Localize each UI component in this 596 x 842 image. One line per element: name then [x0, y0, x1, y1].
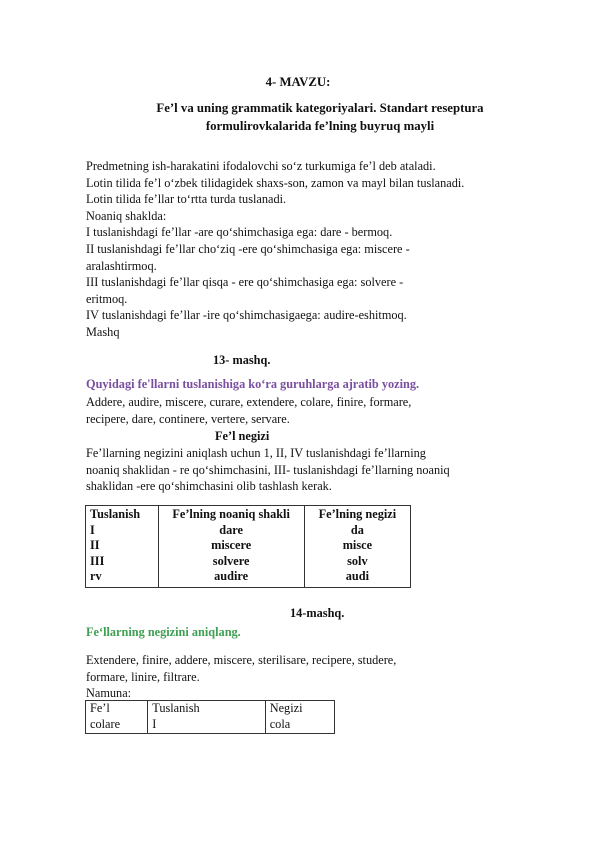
- intro-line: eritmoq.: [86, 291, 128, 306]
- exercise-13-words: [86, 394, 546, 427]
- lesson-subtitle-line-2: formulirovkalarida fe’lning buyruq mayli: [205, 119, 435, 133]
- exercise-14-task: Fe‘llarning negizini aniqlang.: [86, 625, 241, 639]
- verb-stem-title: Fe’l negizi: [215, 429, 270, 443]
- rule-line: noaniq shaklidan - re qo‘shimchasini, III- tuslanishdagi fe’llarning noaniq: [86, 462, 450, 477]
- sample-cell-stem: Negizi cola: [265, 701, 334, 734]
- sample-table: [85, 700, 335, 734]
- intro-line: Mashq: [86, 324, 120, 339]
- intro-paragraph: [86, 158, 546, 341]
- intro-line: Noaniq shaklda:: [86, 208, 167, 223]
- exercise-13-title: 13- mashq.: [213, 353, 271, 367]
- table-row: [86, 506, 411, 588]
- words-line: recipere, dare, continere, vertere, servare.: [86, 411, 290, 426]
- intro-line: Lotin tilida fe’llar to‘rtta turda tuslanadi.: [86, 192, 287, 207]
- table-cell-infinitive: Fe’lning noaniq shakli dare miscere solvere audire: [158, 506, 304, 588]
- intro-line: IV tuslanishdagi fe’llar -ire qo‘shimchasigaega: audire-eshitmoq.: [86, 308, 407, 323]
- rule-line: shaklidan -ere qo‘shimchasini olib tashlash kerak.: [86, 479, 332, 494]
- table-row: [86, 701, 335, 734]
- intro-line: Predmetning ish-harakatini ifodalovchi so‘z turkumiga fe’l deb ataladi.: [86, 159, 436, 173]
- intro-line: Lotin tilida fe’l o‘zbek tilidagidek shaxs-son, zamon va mayl bilan tuslanadi.: [86, 175, 465, 190]
- intro-line: III tuslanishdagi fe’llar qisqa - ere qo‘shimchasiga ega: solvere -: [86, 275, 404, 290]
- words-line: Addere, audire, miscere, curare, extendere, colare, finire, formare,: [86, 395, 412, 409]
- verb-stem-rule: [86, 445, 546, 495]
- words-line: Extendere, finire, addere, miscere, sterilisare, recipere, studere,: [86, 653, 397, 667]
- lesson-subtitle-line-1: Fe’l va uning grammatik kategoriyalari. Standart reseptura: [156, 101, 484, 115]
- exercise-13-task: Quyidagi fe'llarni tuslanishiga ko‘ra guruhlarga ajratib yozing.: [86, 377, 420, 391]
- sample-label: Namuna:: [86, 686, 132, 701]
- table-cell-stem: Fe’lning negizi da misce solv audi: [304, 506, 410, 588]
- table-cell-conjugation: Tuslanish I II III rv: [86, 506, 159, 588]
- words-line: formare, linire, filtrare.: [86, 669, 200, 684]
- exercise-14-title: 14-mashq.: [290, 606, 345, 620]
- lesson-title: 4- MAVZU:: [265, 75, 331, 89]
- intro-line: aralashtirmoq.: [86, 258, 157, 273]
- sample-cell-conjugation: Tuslanish I: [148, 701, 265, 734]
- rule-line: Fe’llarning negizini aniqlash uchun 1, II, IV tuslanishdagi fe’llarning: [86, 446, 426, 460]
- exercise-14-words: [86, 652, 546, 702]
- sample-cell-verb: Fe’l colare: [86, 701, 148, 734]
- conjugation-table: [85, 505, 411, 588]
- intro-line: I tuslanishdagi fe’llar -are qo‘shimchasiga ega: dare - bermoq.: [86, 225, 393, 240]
- intro-line: II tuslanishdagi fe’llar cho‘ziq -ere qo‘shimchasiga ega: miscere -: [86, 241, 410, 256]
